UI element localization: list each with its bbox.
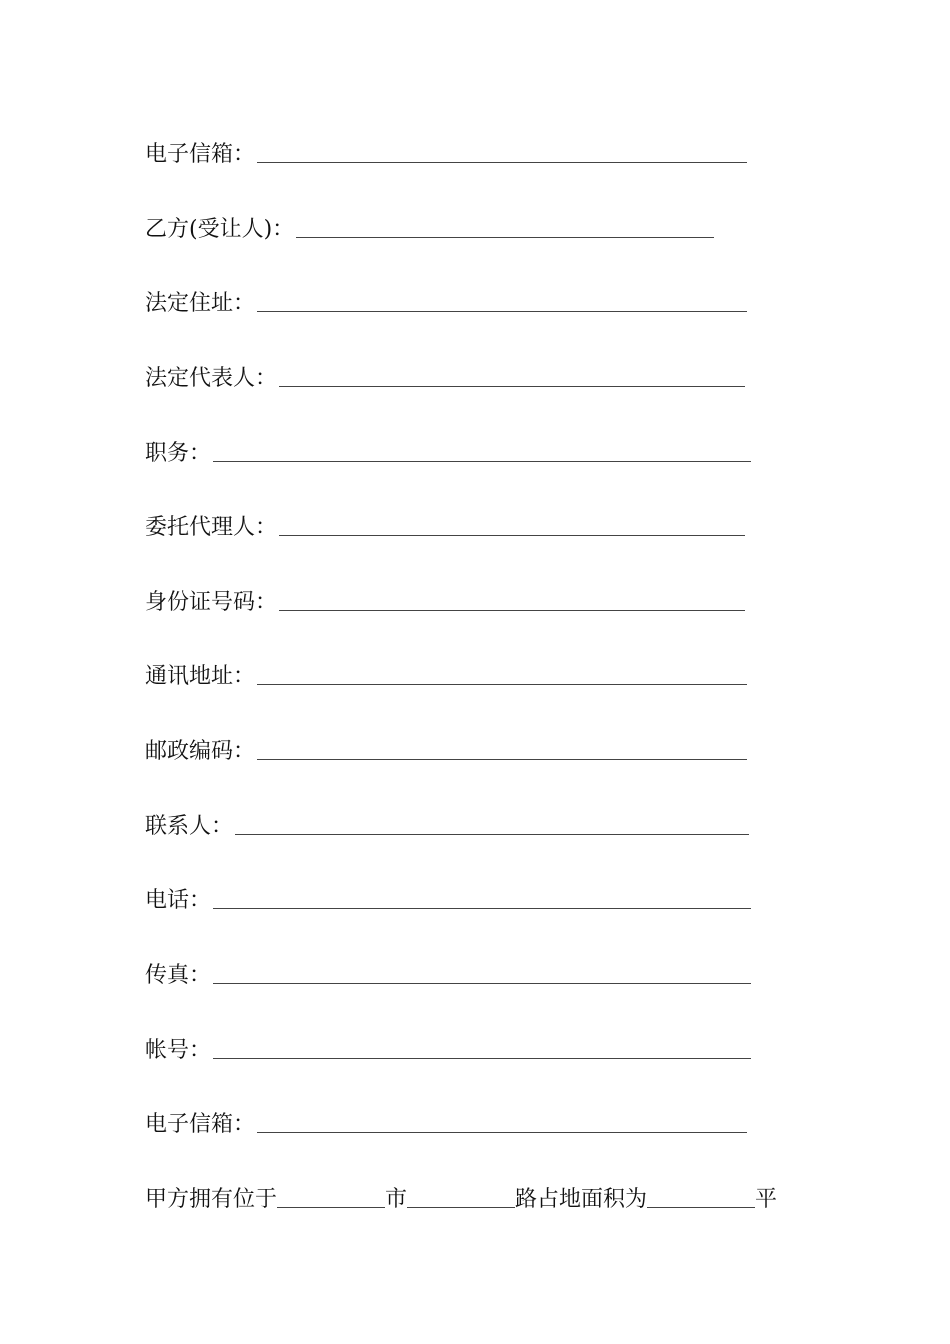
field-label: 身份证号码： [145, 590, 278, 615]
form-row-agent [145, 508, 745, 542]
form-row-id-number [145, 583, 745, 617]
form-row-legal-representative [145, 359, 745, 393]
field-label: 传真： [145, 963, 212, 988]
fill-blank[interactable] [257, 758, 747, 760]
fill-blank[interactable] [257, 161, 747, 163]
field-label: 电话： [145, 888, 212, 913]
fill-blank[interactable] [213, 460, 751, 462]
form-row-email-2 [145, 1105, 747, 1139]
fill-blank[interactable] [213, 1057, 751, 1059]
form-row-fax [145, 956, 751, 990]
fill-blank[interactable] [257, 1131, 747, 1133]
form-row-legal-address [145, 284, 747, 318]
field-label: 联系人： [145, 814, 234, 839]
field-label: 电子信箱： [145, 142, 256, 167]
field-label: 通讯地址： [145, 664, 256, 689]
fill-blank[interactable] [213, 907, 751, 909]
field-label: 职务： [145, 441, 212, 466]
fill-blank[interactable] [257, 683, 747, 685]
fill-blank[interactable] [279, 385, 745, 387]
field-label: 电子信箱： [145, 1112, 256, 1137]
fill-blank-city[interactable] [277, 1206, 385, 1208]
text-segment: 市 [385, 1187, 408, 1212]
text-segment: 平 [755, 1187, 778, 1212]
form-row-position [145, 434, 751, 468]
fill-blank[interactable] [279, 609, 745, 611]
text-segment: 路占地面积为 [515, 1187, 648, 1212]
fill-blank-area[interactable] [647, 1206, 755, 1208]
paragraph-line [145, 1180, 777, 1214]
form-row-phone [145, 881, 751, 915]
field-label: 法定代表人： [145, 366, 278, 391]
form-row-contact [145, 807, 749, 841]
field-label: 乙方(受让人)： [145, 217, 295, 242]
fill-blank[interactable] [296, 236, 714, 238]
field-label: 法定住址： [145, 291, 256, 316]
field-label: 委托代理人： [145, 515, 278, 540]
field-label: 帐号： [145, 1038, 212, 1063]
form-row-email-1 [145, 135, 747, 169]
fill-blank[interactable] [213, 982, 751, 984]
form-row-party-b [145, 210, 714, 244]
form-row-mailing-address [145, 657, 747, 691]
form-row-postal-code [145, 732, 747, 766]
fill-blank[interactable] [235, 833, 749, 835]
fill-blank[interactable] [279, 534, 745, 536]
fill-blank-road[interactable] [407, 1206, 515, 1208]
fill-blank[interactable] [257, 310, 747, 312]
text-segment: 甲方拥有位于 [145, 1187, 278, 1212]
field-label: 邮政编码： [145, 739, 256, 764]
form-row-account [145, 1031, 751, 1065]
